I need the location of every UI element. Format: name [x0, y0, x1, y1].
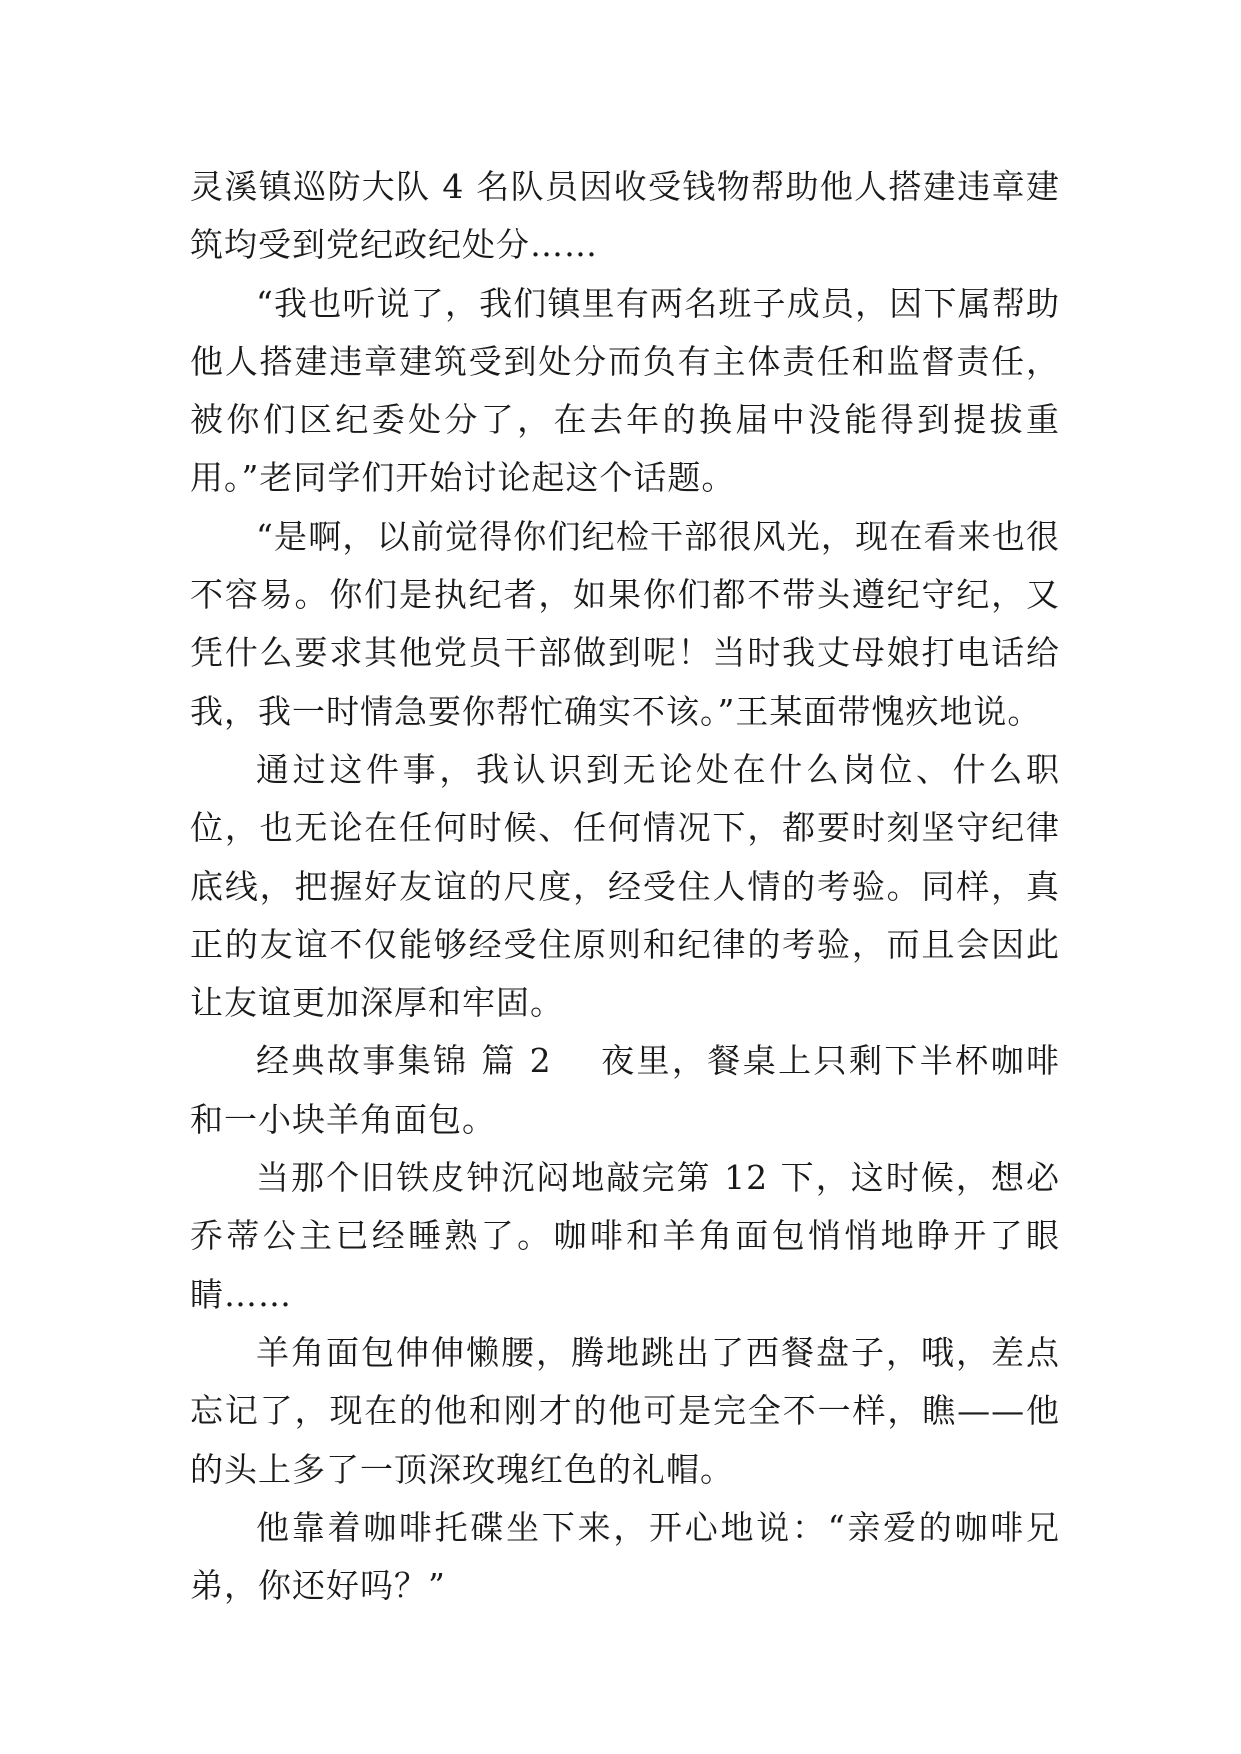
- paragraph: 通过这件事，我认识到无论处在什么岗位、什么职位，也无论在任何时候、任何情况下，都要时刻坚守纪律底线，把握好友谊的尺度，经受住人情的考验。同样，真正的友谊不仅能够经受住原则和纪律的考验，而且会因此让友谊更加深厚和牢固。: [190, 749, 1060, 1023]
- section-text: 夜里，餐桌上只剩下半杯咖啡和一小块羊角面包。: [190, 1041, 1060, 1139]
- paragraph: 灵溪镇巡防大队 4 名队员因收受钱物帮助他人搭建违章建筑均受到党纪政纪处分……: [190, 167, 1060, 265]
- paragraph: 当那个旧铁皮钟沉闷地敲完第 12 下，这时候，想必乔蒂公主已经睡熟了。咖啡和羊角面包悄悄地睁开了眼睛……: [190, 1158, 1060, 1314]
- section-heading: 经典故事集锦 篇 2: [256, 1041, 552, 1081]
- section-paragraph: [190, 1032, 1060, 1149]
- document-body: [190, 158, 1060, 1615]
- paragraph: 羊角面包伸伸懒腰，腾地跳出了西餐盘子，哦，差点忘记了，现在的他和刚才的他可是完全不一样，瞧——他的头上多了一顶深玫瑰红色的礼帽。: [190, 1332, 1060, 1489]
- paragraph: “是啊，以前觉得你们纪检干部很风光，现在看来也很不容易。你们是执纪者，如果你们都不带头遵纪守纪，又凭什么要求其他党员干部做到呢！当时我丈母娘打电话给我，我一时情急要你帮忙确实不该。”王某面带愧疚地说。: [190, 516, 1060, 731]
- paragraph: “我也听说了，我们镇里有两名班子成员，因下属帮助他人搭建违章建筑受到处分而负有主体责任和监督责任，被你们区纪委处分了，在去年的换届中没能得到提拔重用。”老同学们开始讨论起这个话题。: [190, 283, 1060, 498]
- paragraph: 他靠着咖啡托碟坐下来，开心地说：“亲爱的咖啡兄弟，你还好吗？”: [190, 1507, 1060, 1606]
